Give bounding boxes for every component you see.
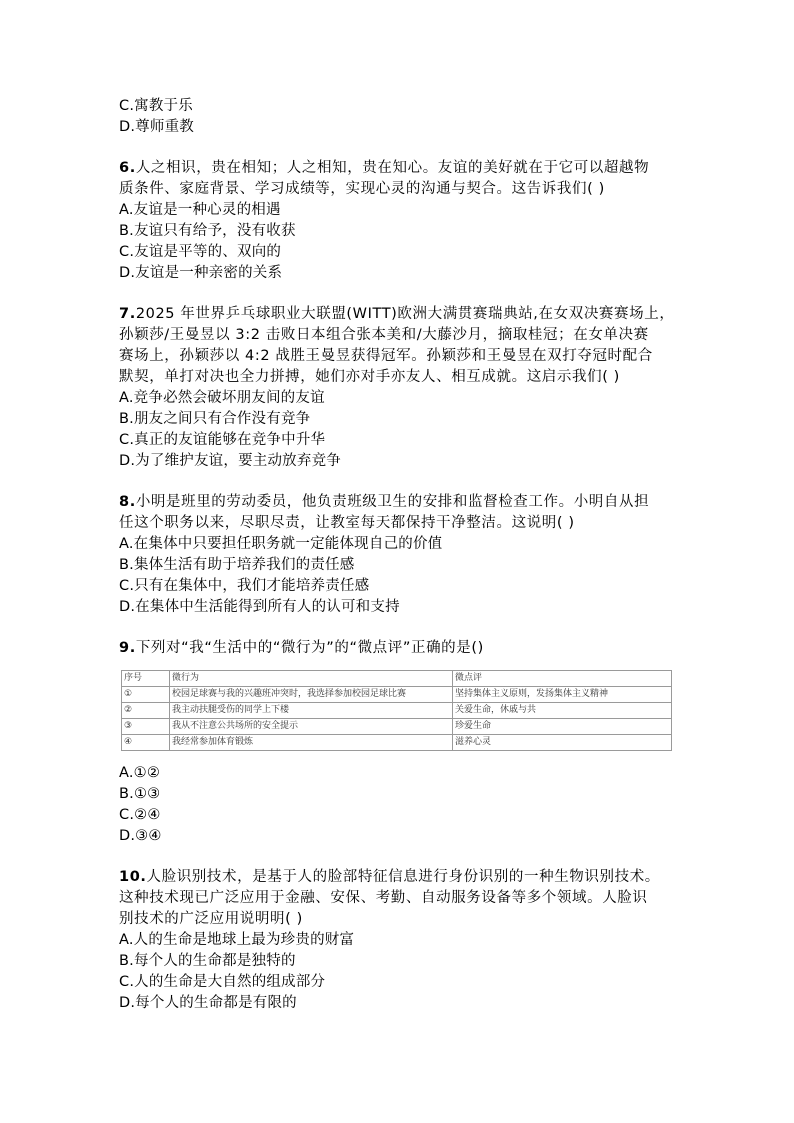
q7-option-b: B.朋友之间只有合作没有竞争	[119, 411, 311, 427]
table-cell: 滋养心灵	[453, 735, 672, 751]
table-cell: 我从不注意公共场所的安全提示	[170, 719, 453, 735]
q7-stem-line-4: 默契，单打对决也全力拼搏，她们亦对手亦友人、相互成就。这启示我们( )	[119, 369, 620, 385]
q8-option-b: B.集体生活有助于培养我们的责任感	[119, 557, 355, 573]
table-cell: ②	[122, 703, 170, 719]
q8-stem-line-1	[119, 492, 649, 512]
q10-stem-line-3: 别技术的广泛应用说明明( )	[119, 911, 303, 927]
table-cell: ④	[122, 735, 170, 751]
q10-option-b: B.每个人的生命都是独特的	[119, 953, 296, 969]
q7-option-d: D.为了维护友谊，要主动放弃竞争	[119, 453, 341, 469]
q6-option-b: B.友谊只有给予，没有收获	[119, 223, 296, 239]
table-row	[122, 735, 672, 751]
q7-stem-line-2: 孙颖莎/王曼昱以 3:2 击败日本组合张本美和/大藤沙月，摘取桂冠；在女单决赛	[119, 327, 649, 343]
q7-option-c: C.真正的友谊能够在竞争中升华	[119, 432, 326, 448]
table-row	[122, 687, 672, 703]
q8-stem-line-2: 任这个职务以来，尽职尽责，让教室每天都保持干净整洁。这说明( )	[119, 515, 575, 531]
q9-stem-text: 下列对“我“生活中的“微行为”的“微点评”正确的是()	[135, 640, 484, 656]
q6-option-a: A.友谊是一种心灵的相遇	[119, 202, 281, 218]
q7-number: 7.	[119, 306, 136, 322]
q6-stem-line-1	[119, 158, 649, 178]
table-cell: 校园足球赛与我的兴趣班冲突时，我选择参加校园足球比赛	[170, 687, 453, 703]
q9-option-d: D.③④	[119, 828, 162, 844]
q10-option-c: C.人的生命是大自然的组成部分	[119, 974, 326, 990]
q9-option-b: B.①③	[119, 786, 161, 802]
q6-number: 6.	[119, 160, 136, 176]
q9-option-a: A.①②	[119, 765, 161, 781]
table-header-cell: 微点评	[453, 671, 672, 687]
q10-option-d: D.每个人的生命都是有限的	[119, 995, 297, 1011]
q6-option-c: C.友谊是平等的、双向的	[119, 244, 282, 260]
q9-behavior-table	[121, 670, 672, 751]
table-header-cell: 微行为	[170, 671, 453, 687]
q8-option-a: A.在集体中只要担任职务就一定能体现自己的价值	[119, 536, 443, 552]
q5-option-d: D.尊师重教	[119, 119, 194, 135]
q7-stem-line-1	[119, 304, 674, 324]
q10-stem-line-1	[119, 867, 660, 887]
q8-option-c: C.只有在集体中，我们才能培养责任感	[119, 578, 370, 594]
table-cell: ③	[122, 719, 170, 735]
table-cell: 珍爱生命	[453, 719, 672, 735]
q7-stem-line-3: 赛场上，孙颖莎以 4:2 战胜王曼昱获得冠军。孙颖莎和王曼昱在双打夺冠时配合	[119, 348, 653, 364]
q10-stem-line-2: 这种技术现已广泛应用于金融、安保、考勤、自动服务设备等多个领域。人脸识	[119, 890, 648, 906]
table-cell: ①	[122, 687, 170, 703]
q6-stem-line-2: 质条件、家庭背景、学习成绩等，实现心灵的沟通与契合。这告诉我们( )	[119, 181, 605, 197]
q9-number: 9.	[119, 640, 136, 656]
q8-number: 8.	[119, 494, 136, 510]
table-row	[122, 703, 672, 719]
table-cell: 我主动扶腿受伤的同学上下楼	[170, 703, 453, 719]
table-cell: 坚持集体主义原则，发扬集体主义精神	[453, 687, 672, 703]
table-header-row	[122, 671, 672, 687]
q8-stem-text: 小明是班里的劳动委员，他负责班级卫生的安排和监督检查工作。小明自从担	[135, 494, 650, 510]
q9-stem-line-1	[119, 638, 484, 658]
table-row	[122, 719, 672, 735]
q10-stem-text: 人脸识别技术，是基于人的脸部特征信息进行身份识别的一种生物识别技术。	[146, 869, 660, 885]
q10-number: 10.	[119, 869, 147, 885]
q9-option-c: C.②④	[119, 807, 161, 823]
q7-option-a: A.竞争必然会破坏朋友间的友谊	[119, 390, 325, 406]
q8-option-d: D.在集体中生活能得到所有人的认可和支持	[119, 599, 400, 615]
q6-stem-text: 人之相识，贵在相知；人之相知，贵在知心。友谊的美好就在于它可以超越物	[135, 160, 650, 176]
q7-stem-text: 2025 年世界乒乓球职业大联盟(WITT)欧洲大满贯赛瑞典站,在女双决赛赛场上，	[135, 306, 675, 322]
table-header-cell: 序号	[122, 671, 170, 687]
table-cell: 关爱生命，休戚与共	[453, 703, 672, 719]
q5-option-c: C.寓教于乐	[119, 98, 193, 114]
q6-option-d: D.友谊是一种亲密的关系	[119, 265, 283, 281]
table-cell: 我经常参加体育锻炼	[170, 735, 453, 751]
q10-option-a: A.人的生命是地球上最为珍贵的财富	[119, 932, 355, 948]
